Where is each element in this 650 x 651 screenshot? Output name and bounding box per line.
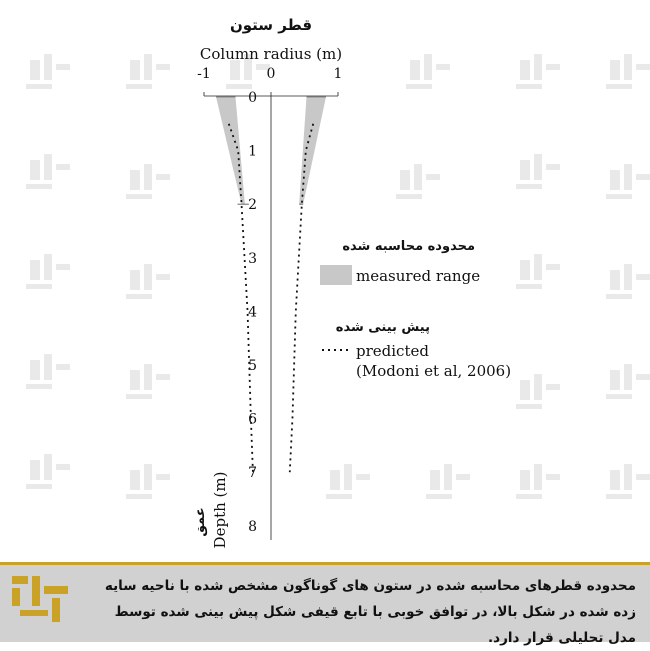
legend xyxy=(320,239,511,380)
legend-measured-swatch xyxy=(320,265,352,285)
watermark-mark xyxy=(26,254,70,289)
y-tick-label: 5 xyxy=(248,358,257,374)
watermark-mark xyxy=(606,164,650,199)
watermark-mark xyxy=(606,464,650,499)
watermark-mark xyxy=(26,454,70,489)
chart-title-fa: قطر ستون xyxy=(229,16,313,34)
legend-predicted-fa: پیش بینی شده xyxy=(335,320,430,335)
watermark-mark xyxy=(126,164,170,199)
company-logo xyxy=(10,572,72,636)
watermark-mark xyxy=(126,364,170,399)
watermark-mark xyxy=(126,264,170,299)
x-tick-label: 0 xyxy=(266,66,276,82)
watermark-mark xyxy=(516,374,560,409)
watermark-mark xyxy=(516,54,560,89)
y-tick-label: 1 xyxy=(248,143,257,160)
y-tick-label: 6 xyxy=(248,411,257,428)
x-tick-label: -1 xyxy=(197,66,211,82)
watermark-mark xyxy=(26,354,70,389)
measured-range-band xyxy=(299,97,326,204)
x-axis-label: Column radius (m) xyxy=(199,45,343,63)
y-tick-label: 4 xyxy=(248,304,257,321)
y-tick-label: 2 xyxy=(248,197,257,214)
y-tick-label: 8 xyxy=(248,518,257,535)
caption-text: محدوده قطرهای محاسبه شده در ستون های گوناگون مشخص شده با ناحیه سایه زده شده در شکل بالا، در توافق خوبی با تابع قیفی شکل پیش بینی شده توسط مدل تحلیلی قرار دارد. xyxy=(104,578,636,646)
y-tick-label: 3 xyxy=(248,250,257,267)
caption-bar xyxy=(0,562,650,646)
watermark-mark xyxy=(26,154,70,189)
watermark-mark xyxy=(26,54,70,89)
watermark-mark xyxy=(606,364,650,399)
watermark-mark xyxy=(396,164,440,199)
legend-predicted-source: (Modoni et al, 2006) xyxy=(356,362,512,380)
legend-measured-label: measured range xyxy=(356,267,481,285)
legend-predicted-label: predicted xyxy=(356,342,429,360)
watermark-mark xyxy=(326,464,370,499)
watermark-mark xyxy=(426,464,470,499)
watermark-mark xyxy=(406,54,450,89)
watermark-mark xyxy=(126,464,170,499)
x-tick-label: 1 xyxy=(333,66,343,82)
watermark-mark xyxy=(606,54,650,89)
legend-measured-fa: محدوده محاسبه شده xyxy=(342,239,475,254)
watermark-mark xyxy=(516,154,560,189)
watermark-mark xyxy=(516,464,560,499)
watermark-mark xyxy=(126,54,170,89)
watermark-mark xyxy=(606,264,650,299)
y-axis-label: Depth (m) xyxy=(211,471,229,549)
measured-range-band xyxy=(216,97,245,204)
y-axis-label-fa: عمق xyxy=(193,507,208,537)
y-tick-label: 0 xyxy=(248,90,257,106)
y-tick-label: 7 xyxy=(248,465,257,482)
watermark-mark xyxy=(516,254,560,289)
